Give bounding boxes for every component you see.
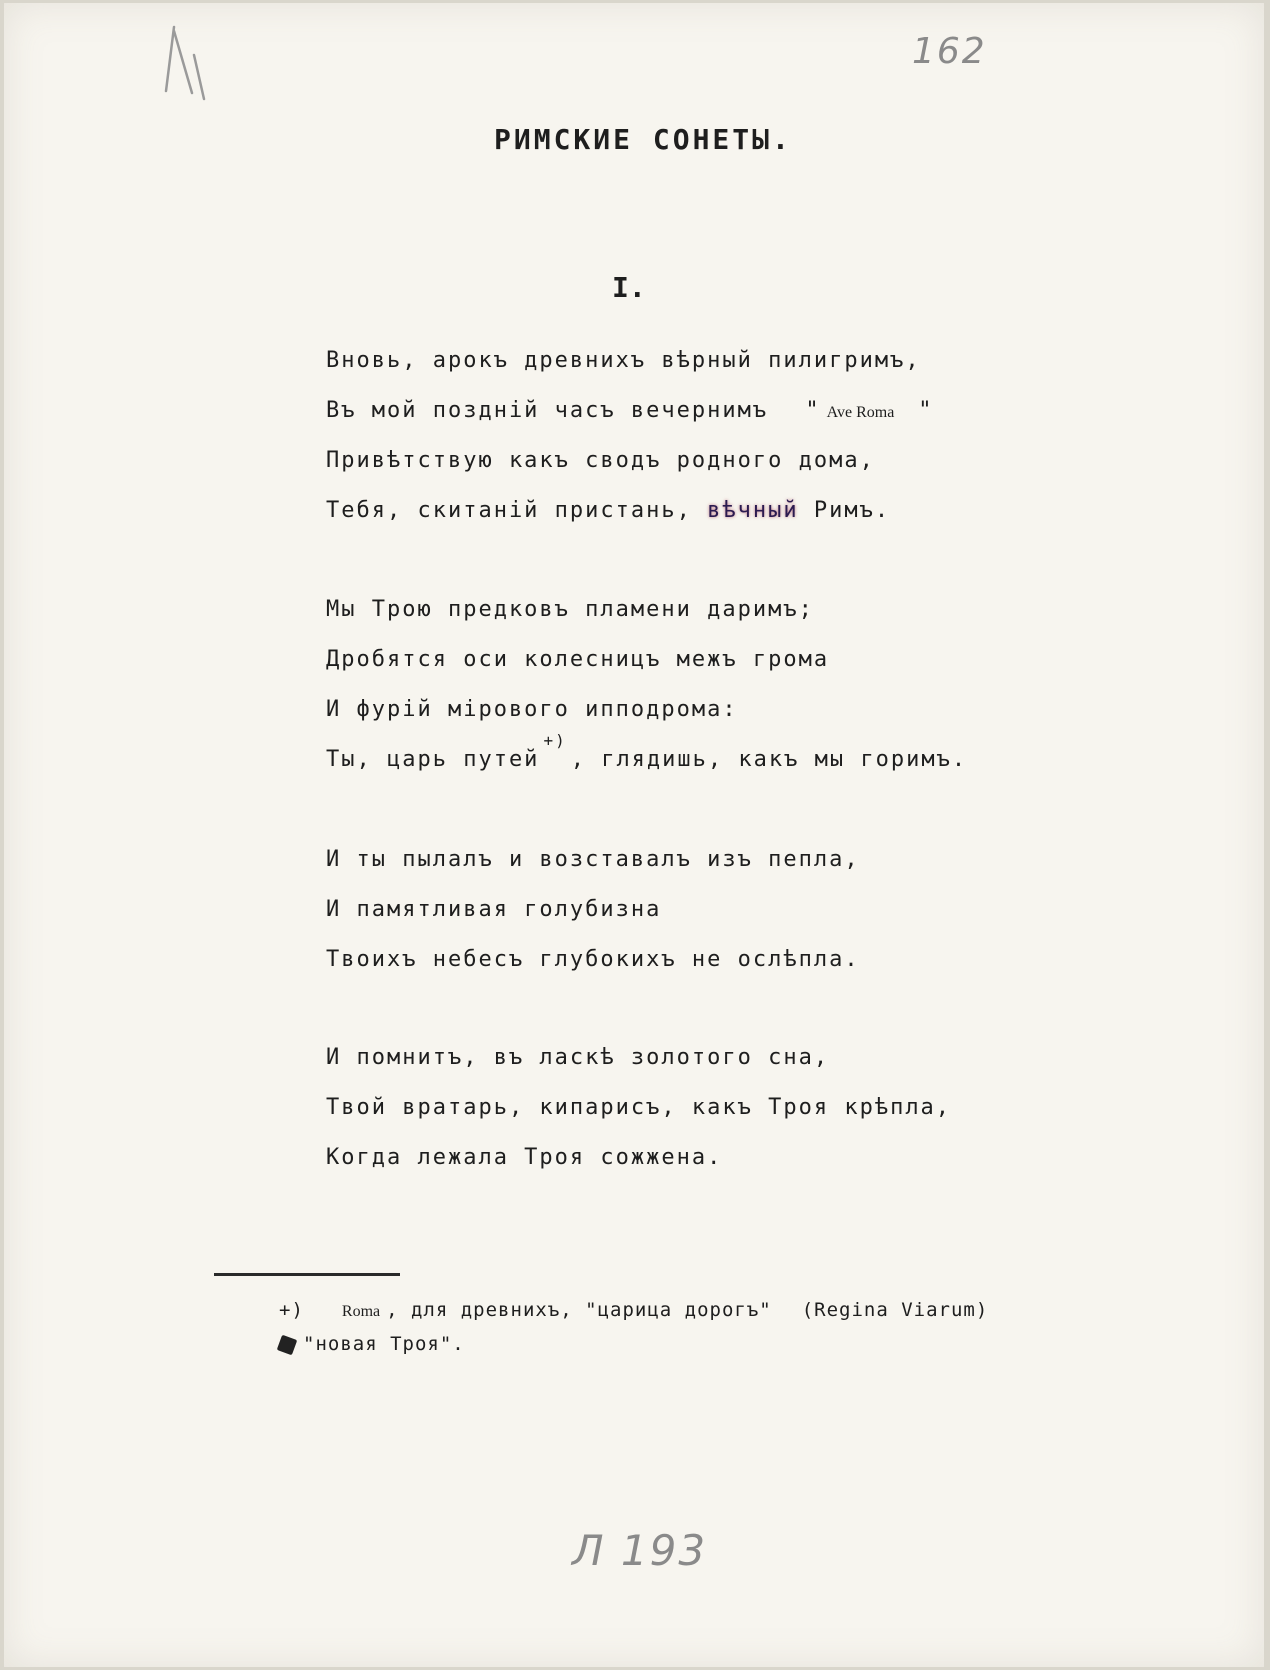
verse-line (326, 386, 934, 436)
sonnet-numeral: I. (612, 271, 646, 304)
verse-line: Дробятся оси колесницъ межъ грома (326, 647, 830, 672)
pencil-corner-mark (144, 21, 214, 101)
latin-gloss: (Regina Viarum) (801, 1299, 989, 1321)
verse-line (326, 486, 934, 536)
verse-line: И памятливая голубизна (326, 897, 662, 922)
footnote-line (279, 1293, 988, 1327)
verse-line: Привѣтствую какъ сводъ родного дома, (326, 448, 875, 473)
verse-line: И ты пылалъ и возставалъ изъ пепла, (326, 847, 860, 872)
page-number-annotation: 162 (912, 31, 987, 72)
archive-mark-annotation: Л 193 (572, 1526, 708, 1575)
stanza-2 (326, 585, 967, 785)
footnote-text: "новая Троя". (303, 1333, 465, 1355)
stanza-1 (326, 336, 934, 536)
footnote (279, 1293, 988, 1361)
footnote-line (279, 1327, 988, 1361)
verse-line: Твой вратарь, кипарисъ, какъ Троя крѣпла, (326, 1095, 952, 1120)
quote-mark: " (805, 398, 821, 423)
verse-line: Мы Трою предковъ пламени даримъ; (326, 597, 814, 622)
stanza-4 (326, 1033, 951, 1183)
verse-line: Твоихъ небесъ глубокихъ не ослѣпла. (326, 947, 860, 972)
verse-line: Когда лежала Троя сожжена. (326, 1145, 723, 1170)
quote-mark: " (918, 398, 934, 423)
poem-cycle-title: РИМСКИЕ СОНЕТЫ. (494, 123, 792, 156)
stanza-3 (326, 835, 860, 985)
footnote-text: , для древнихъ, "царица дорогъ" (386, 1299, 772, 1321)
verse-text: Ты, царь путей (326, 747, 540, 772)
verse-text: Въ мой поздній часъ вечернимъ (326, 398, 769, 423)
footnote-marker: +) (279, 1299, 304, 1321)
verse-line: И помнитъ, въ ласкѣ золотого сна, (326, 1045, 830, 1070)
footnote-marker: +) (543, 731, 567, 750)
corrected-word: вѣчный (707, 498, 799, 523)
verse-text: , глядишь, какъ мы горимъ. (570, 747, 968, 772)
latin-phrase: Ave Roma (826, 404, 895, 421)
ink-smudge-icon (277, 1334, 298, 1355)
manuscript-page (4, 3, 1264, 1667)
verse-text: Римъ. (813, 498, 891, 523)
latin-word: Roma (341, 1303, 381, 1320)
verse-line (326, 731, 968, 785)
verse-text: Тебя, скитаній пристань, (326, 498, 692, 523)
verse-line: И фурій мірового ипподрома: (326, 697, 738, 722)
footnote-divider (214, 1273, 400, 1276)
verse-line: Вновь, арокъ древнихъ вѣрный пилигримъ, (326, 348, 921, 373)
